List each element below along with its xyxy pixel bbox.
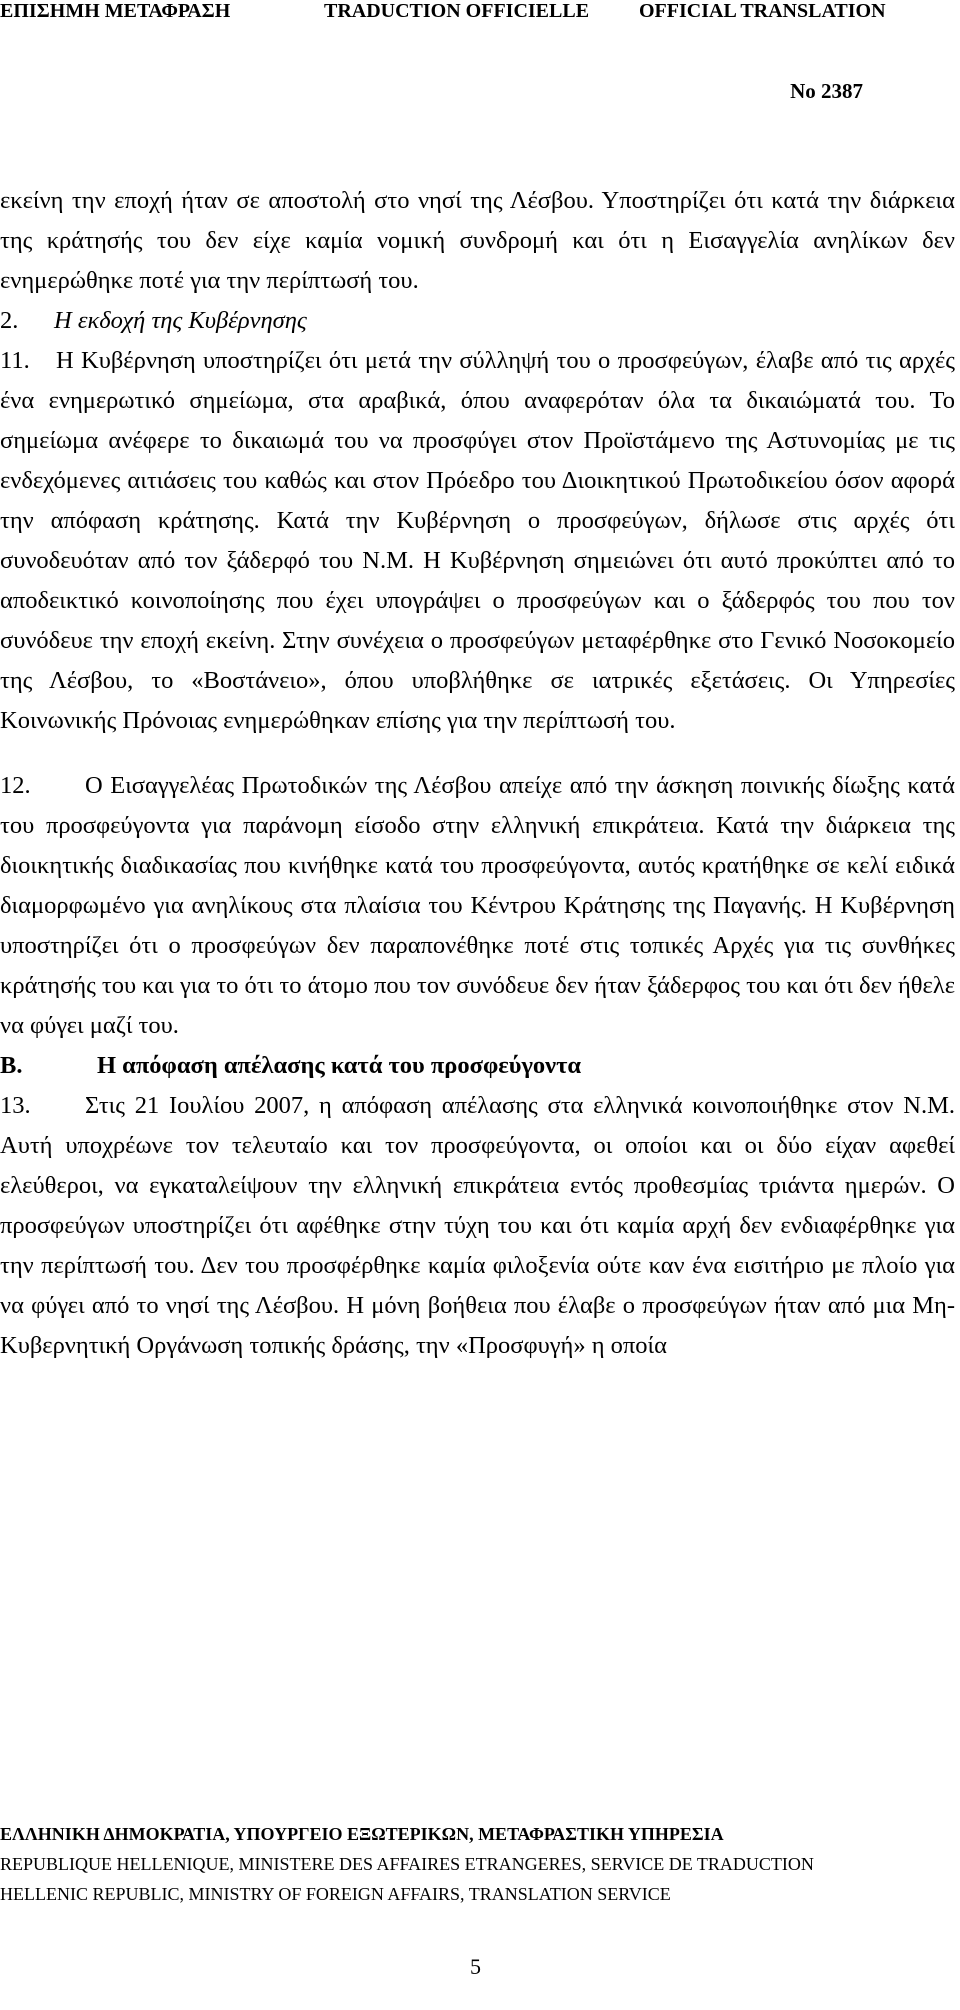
paragraph-number: 12.: [0, 772, 31, 799]
paragraph-12: [0, 766, 955, 1046]
footer-english: HELLENIC REPUBLIC, MINISTRY OF FOREIGN AFFAIRS, TRANSLATION SERVICE: [0, 1884, 671, 1904]
header-french: TRADUCTION OFFICIELLE: [324, 0, 590, 22]
paragraph-text: Η Κυβέρνηση υποστηρίζει ότι μετά την σύλληψή του ο προσφεύγων, έλαβε από τις αρχές ένα ενημερωτικό σημείωμα, στα αραβικά, όπου αναφερόταν όλα τα δικαιώματά του. Το σημείωμα ανέφερε το δικαιωμά του να προσφύγει στον Προϊστάμενο της Αστυνομίας με τις ενδεχόμενες αιτιάσεις του καθώς και στον Πρόεδρο του Διοικητικού Πρωτοδικείου όσον αφορά την απόφαση κράτησης. Κατά την Κυβέρνηση ο προσφεύγων, δήλωσε στις αρχές ότι συνοδευόταν από τον ξάδερφό του Ν.Μ. Η Κυβέρνηση σημειώνει ότι αυτό προκύπτει από το αποδεικτικό κοινοποίησης που έχει υπογράψει ο προσφεύγων και ο ξάδερφός του που τον συνόδευε την εποχή εκείνη. Στην συνέχεια ο προσφεύγων μεταφέρθηκε στο Γενικό Νοσοκομείο της Λέσβου, το «Βοστάνειο», όπου υποβλήθηκε σε ιατρικές εξετάσεις. Οι Υπηρεσίες Κοινωνικής Πρόνοιας ενημερώθηκαν επίσης για την περίπτωσή του.: [0, 347, 955, 734]
translation-header: [0, 0, 960, 22]
header-greek: ΕΠΙΣΗΜΗ ΜΕΤΑΦΡΑΣΗ: [0, 0, 231, 22]
section-letter: B.: [0, 1052, 23, 1079]
subsection-number: 2.: [0, 307, 19, 334]
paragraph-number: 11.: [0, 347, 30, 374]
page-number: 5: [470, 1954, 481, 1979]
ministry-footer: [0, 1819, 960, 1909]
continuation-paragraph: εκείνη την εποχή ήταν σε αποστολή στο νησί της Λέσβου. Υποστηρίζει ότι κατά την διάρκεια της κράτησής του δεν είχε καμία νομική συνδρομή και ότι η Εισαγγελία ανηλίκων δεν ενημερώθηκε ποτέ για την περίπτωσή του.: [0, 187, 955, 294]
footer-french: REPUBLIQUE HELLENIQUE, MINISTERE DES AFFAIRES ETRANGERES, SERVICE DE TRADUCTION: [0, 1854, 814, 1874]
subsection-heading: [0, 301, 955, 341]
footer-greek: ΕΛΛΗΝΙΚΗ ΔΗΜΟΚΡΑΤΙΑ, ΥΠΟΥΡΓΕΙΟ ΕΞΩΤΕΡΙΚΩΝ, ΜΕΤΑΦΡΑΣΤΙΚΗ ΥΠΗΡΕΣΙΑ: [0, 1824, 724, 1844]
paragraph-13: [0, 1086, 955, 1366]
paragraph-spacer: [0, 741, 955, 766]
paragraph-text: Στις 21 Ιουλίου 2007, η απόφαση απέλασης στα ελληνικά κοινοποιήθηκε στον Ν.Μ. Αυτή υποχρέωνε τον τελευταίο και τον προσφεύγοντα, οι οποίοι και οι δύο είχαν αφεθεί ελεύθεροι, να εγκαταλείψουν την ελληνική επικράτεια εντός προθεσμίας τριάντα ημερών. Ο προσφεύγων υποστηρίζει ότι αφέθηκε στην τύχη του και ότι καμία αρχή δεν ενδιαφέρθηκε για την περίπτωσή του. Δεν του προσφέρθηκε καμία φιλοξενία ούτε καν ένα εισιτήριο με πλοίο για να φύγει από το νησί της Λέσβου. Η μόνη βοήθεια που έλαβε ο προσφεύγων ήταν από μια Μη-Κυβερνητική Οργάνωση τοπικής δράσης, την «Προσφυγή» η οποία: [0, 1092, 955, 1359]
document-number: No 2387: [790, 79, 863, 103]
section-heading: [0, 1046, 955, 1086]
subsection-title: Η εκδοχή της Κυβέρνησης: [54, 307, 307, 334]
paragraph-text: Ο Εισαγγελέας Πρωτοδικών της Λέσβου απείχε από την άσκηση ποινικής δίωξης κατά του προσφεύγοντα για παράνομη είσοδο στην ελληνική επικράτεια. Κατά την διάρκεια της διοικητικής διαδικασίας που κινήθηκε κατά του προσφεύγοντα, αυτός κρατήθηκε σε κελί ειδικά διαμορφωμένο για ανηλίκους στα πλαίσια του Κέντρου Κράτησης της Παγανής. Η Κυβέρνηση υποστηρίζει ότι ο προσφεύγων δεν παραπονέθηκε ποτέ στις τοπικές Αρχές για τις συνθήκες κράτησής του και για το ότι το άτομο που τον συνόδευε δεν ήταν ξάδερφος του και ότι δεν ήθελε να φύγει μαζί του.: [0, 772, 955, 1039]
header-english: OFFICIAL TRANSLATION: [639, 0, 886, 22]
paragraph-number: 13.: [0, 1092, 31, 1119]
paragraph-11: [0, 341, 955, 741]
section-title: Η απόφαση απέλασης κατά του προσφεύγοντα: [97, 1052, 582, 1079]
document-body: [0, 181, 955, 1366]
